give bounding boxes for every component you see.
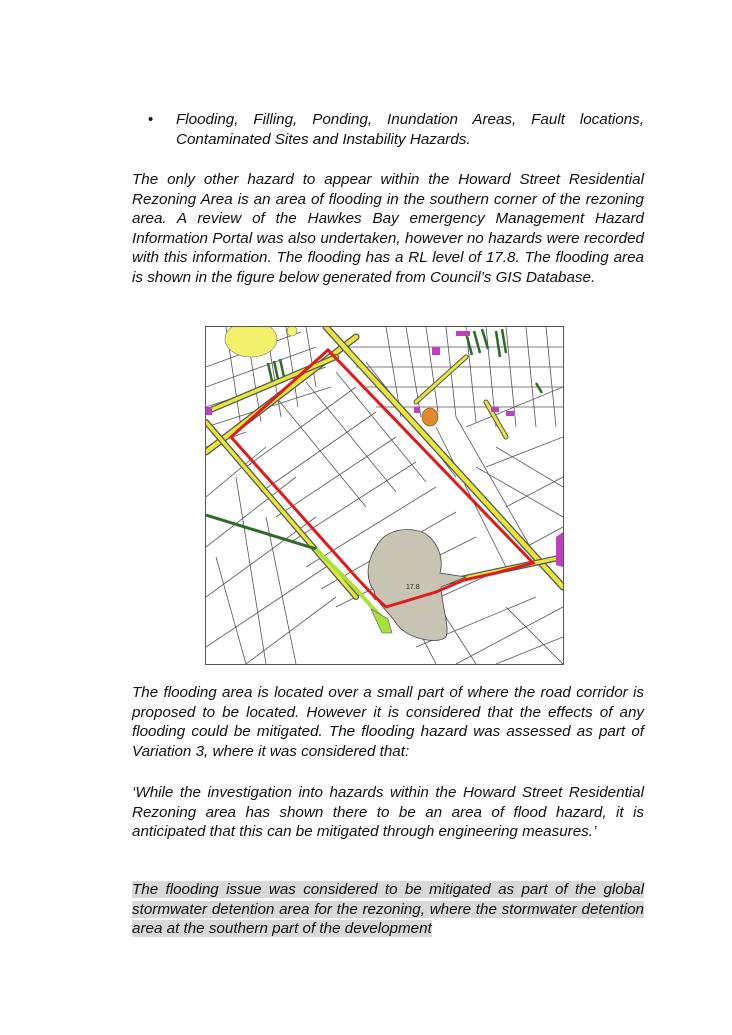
yellow-zone-area: [225, 327, 277, 357]
green-zone-bars: [268, 329, 542, 393]
paragraph-mitigation: [132, 880, 644, 939]
orange-zone: [422, 408, 438, 426]
quote-variation-3: ‘While the investigation into hazards within the Howard Street Residential Rezoning area has shown there to be an area of flood hazard, it is anticipated that this can be mitigated through engineering measures.’: [132, 784, 644, 841]
bullet-text: Flooding, Filling, Ponding, Inundation Areas, Fault locations, Contaminated Sites and Instability Hazards.: [176, 111, 644, 148]
paragraph-hazard-summary: The only other hazard to appear within the Howard Street Residential Rezoning Area is an area of flooding in the southern corner of the rezoning area. A review of the Hawkes Bay emergency Management Hazard Information Portal was also undertaken, however no hazards were recorded with this information. The flooding has a RL level of 17.8. The flooding area is shown in the figure below generated from Council’s GIS Database.: [132, 171, 644, 286]
highlighted-text: The flooding issue was considered to be mitigated as part of the global stormwater detention area for the rezoning, where the stormwater detention area at the southern part of the development: [132, 881, 644, 938]
flood-rl-label: 17.8: [406, 584, 420, 591]
bullet-dot: •: [148, 111, 154, 128]
parcel-boundaries: [206, 327, 563, 664]
paragraph-flooding-area: The flooding area is located over a small part of where the road corridor is proposed to be located. However it is considered that the effects of any flooding could be mitigated. The flooding hazard was assessed as part of Variation 3, where it was considered that:: [132, 684, 644, 760]
gis-flood-map-figure: [205, 326, 564, 665]
